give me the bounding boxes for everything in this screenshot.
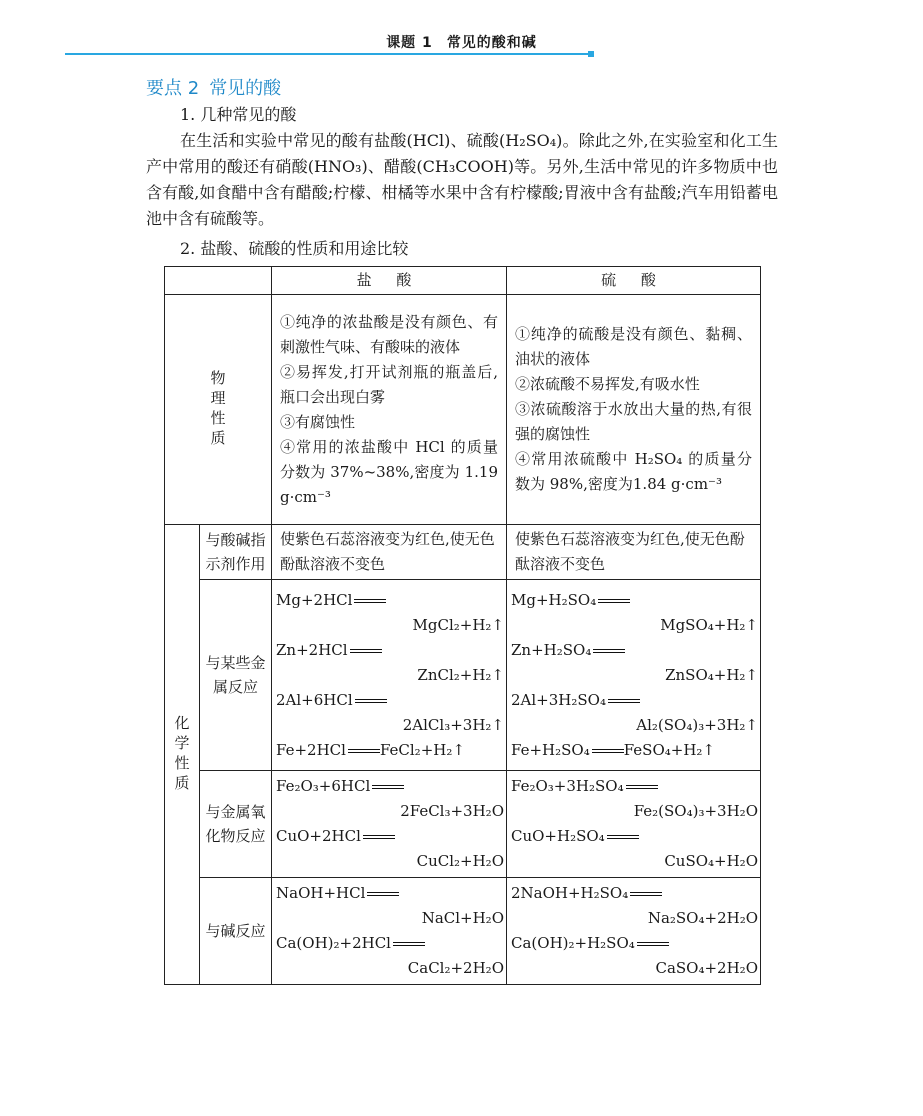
section-title: [146, 74, 281, 100]
equals-sign: [355, 699, 387, 703]
indicator-label: 与酸碱指示剂作用: [200, 525, 272, 580]
header-rule-end: [588, 51, 594, 57]
base-hcl: [272, 878, 507, 985]
equation-lhs: 2Al+6HCl: [276, 690, 353, 709]
equals-sign: [607, 835, 639, 839]
equals-sign: [348, 749, 380, 753]
metal-hcl: [272, 580, 507, 771]
section-name: 常见的酸: [209, 78, 282, 99]
metal-label: 与某些金属反应: [200, 580, 272, 771]
table-row-physical: [165, 295, 761, 525]
physical-hcl-item: ③有腐蚀性: [280, 412, 356, 431]
equation-rhs: Fe₂(SO₄)₃+3H₂O: [633, 802, 758, 820]
equation-lhs: Zn+2HCl: [276, 640, 348, 659]
section-label: 要点 2: [146, 78, 200, 99]
header-title: [0, 32, 923, 52]
page-header: [0, 0, 923, 60]
physical-h2so4: [507, 295, 761, 525]
physical-label: 物理性质: [210, 369, 226, 447]
equals-sign: [367, 892, 399, 896]
equation-rhs: FeSO₄+H₂↑: [623, 740, 716, 759]
equals-sign: [393, 942, 425, 946]
equals-sign: [637, 942, 669, 946]
chemical-label-cell: [165, 525, 200, 985]
equation-lhs: Fe₂O₃+6HCl: [276, 777, 371, 795]
corner-cell: [165, 267, 272, 295]
table-row-base: [165, 878, 761, 985]
equals-sign: [363, 835, 395, 839]
equation-rhs: NaCl+H₂O: [421, 909, 504, 927]
equation-rhs: CuSO₄+H₂O: [664, 852, 758, 870]
subheading-2: 2. 盐酸、硫酸的性质和用途比较: [180, 239, 409, 258]
column-header-hcl: 盐 酸: [272, 267, 507, 295]
metal-h2so4: [507, 580, 761, 771]
equals-sign: [626, 785, 658, 789]
equals-sign: [608, 699, 640, 703]
header-rule: [65, 53, 589, 55]
column-header-h2so4: 硫 酸: [507, 267, 761, 295]
equation-rhs: MgSO₄+H₂↑: [660, 615, 758, 634]
physical-label-cell: [165, 295, 272, 525]
equation-lhs: CuO+2HCl: [276, 827, 361, 845]
equals-sign: [354, 599, 386, 603]
equation-lhs: NaOH+HCl: [276, 884, 366, 902]
physical-h2so4-item: ②浓硫酸不易挥发,有吸水性: [515, 375, 700, 393]
equals-sign: [630, 892, 662, 896]
equation-lhs: Mg+H₂SO₄: [511, 590, 597, 609]
equals-sign: [598, 599, 630, 603]
base-h2so4: [507, 878, 761, 985]
equation-lhs: 2Al+3H₂SO₄: [511, 690, 606, 709]
equals-sign: [350, 649, 382, 653]
equation-rhs: CaCl₂+2H₂O: [407, 959, 504, 977]
physical-h2so4-item: ①纯净的硫酸是没有颜色、黏稠、油状的液体: [515, 325, 752, 368]
equation-rhs: 2AlCl₃+3H₂↑: [402, 715, 504, 734]
physical-hcl-item: ②易挥发,打开试剂瓶的瓶盖后,瓶口会出现白雾: [280, 362, 498, 406]
equals-sign: [592, 749, 624, 753]
equation-lhs: Fe₂O₃+3H₂SO₄: [511, 777, 624, 795]
equation-lhs: Fe+2HCl: [276, 740, 346, 759]
equation-lhs: Mg+2HCl: [276, 590, 353, 609]
equation-lhs: Fe+H₂SO₄: [511, 740, 590, 759]
equals-sign: [372, 785, 404, 789]
physical-hcl: [272, 295, 507, 525]
physical-hcl-item: ④常用的浓盐酸中 HCl 的质量分数为 37%~38%,密度为 1.19 g·cm⁻³: [280, 437, 498, 506]
indicator-h2so4: 使紫色石蕊溶液变为红色,使无色酚酞溶液不变色: [507, 525, 761, 580]
equation-rhs: CaSO₄+2H₂O: [655, 959, 758, 977]
equals-sign: [593, 649, 625, 653]
indicator-hcl: 使紫色石蕊溶液变为红色,使无色酚酞溶液不变色: [272, 525, 507, 580]
oxide-label: 与金属氧化物反应: [200, 771, 272, 878]
table-row-metal: [165, 580, 761, 771]
equation-rhs: 2FeCl₃+3H₂O: [400, 802, 504, 820]
equation-lhs: Ca(OH)₂+2HCl: [276, 934, 391, 952]
equation-rhs: Al₂(SO₄)₃+3H₂↑: [636, 715, 758, 734]
physical-h2so4-item: ③浓硫酸溶于水放出大量的热,有很强的腐蚀性: [515, 400, 752, 443]
equation-rhs: ZnSO₄+H₂↑: [665, 665, 758, 684]
equation-lhs: Ca(OH)₂+H₂SO₄: [511, 934, 635, 952]
equation-rhs: MgCl₂+H₂↑: [412, 615, 504, 634]
equation-rhs: CuCl₂+H₂O: [416, 852, 504, 870]
subheading-1: 1. 几种常见的酸: [180, 105, 297, 124]
table-row-indicator: [165, 525, 761, 580]
physical-h2so4-item: ④常用浓硫酸中 H₂SO₄ 的质量分数为 98%,密度为1.84 g·cm⁻³: [515, 450, 752, 493]
physical-hcl-item: ①纯净的浓盐酸是没有颜色、有刺激性气味、有酸味的液体: [280, 312, 498, 356]
table-header-row: [165, 267, 761, 295]
equation-rhs: Na₂SO₄+2H₂O: [647, 909, 758, 927]
base-label: 与碱反应: [200, 878, 272, 985]
oxide-hcl: [272, 771, 507, 878]
oxide-h2so4: [507, 771, 761, 878]
header-lesson: 课题 1: [386, 35, 433, 51]
header-topic: 常见的酸和碱: [446, 35, 537, 51]
equation-lhs: CuO+H₂SO₄: [511, 827, 605, 845]
chemical-label: 化学性质: [174, 714, 190, 792]
table-row-oxide: [165, 771, 761, 878]
equation-rhs: FeCl₂+H₂↑: [379, 740, 465, 759]
intro-paragraph: 在生活和实验中常见的酸有盐酸(HCl)、硫酸(H₂SO₄)。除此之外,在实验室和化工生产中常用的酸还有硝酸(HNO₃)、醋酸(CH₃COOH)等。另外,生活中常见的许多物质中也含有酸,如食醋中含有醋酸;柠檬、柑橘等水果中含有柠檬酸;胃液中含有盐酸;汽车用铅蓄电池中含有硫酸等。: [146, 131, 778, 228]
equation-lhs: 2NaOH+H₂SO₄: [511, 884, 629, 902]
equation-lhs: Zn+H₂SO₄: [511, 640, 592, 659]
comparison-table: [164, 266, 761, 985]
equation-rhs: ZnCl₂+H₂↑: [417, 665, 504, 684]
